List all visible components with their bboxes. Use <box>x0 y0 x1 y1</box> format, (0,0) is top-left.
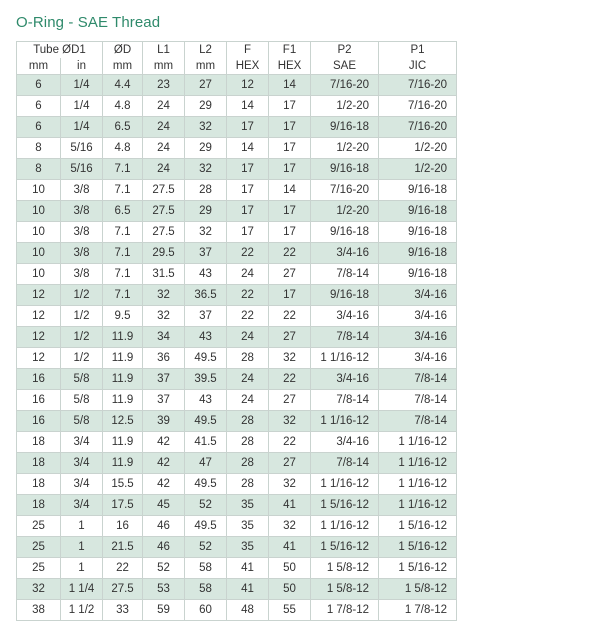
cell-od: 7.1 <box>103 159 143 180</box>
cell-f-hex: 28 <box>227 432 269 453</box>
cell-f-hex: 17 <box>227 117 269 138</box>
cell-od: 11.9 <box>103 390 143 411</box>
unit-f: HEX <box>227 58 269 75</box>
cell-tube-in: 3/8 <box>61 264 103 285</box>
cell-l1: 29.5 <box>143 243 185 264</box>
cell-p1-jic: 1 1/16-12 <box>379 495 457 516</box>
cell-tube-mm: 12 <box>17 306 61 327</box>
cell-p2-sae: 3/4-16 <box>311 306 379 327</box>
cell-p2-sae: 3/4-16 <box>311 432 379 453</box>
header-od: ØD <box>103 42 143 59</box>
cell-p2-sae: 7/8-14 <box>311 453 379 474</box>
cell-f1-hex: 50 <box>269 579 311 600</box>
cell-f-hex: 35 <box>227 495 269 516</box>
cell-p1-jic: 3/4-16 <box>379 348 457 369</box>
cell-p1-jic: 7/16-20 <box>379 96 457 117</box>
cell-od: 11.9 <box>103 369 143 390</box>
cell-l1: 27.5 <box>143 201 185 222</box>
cell-l2: 49.5 <box>185 348 227 369</box>
table-row <box>17 327 457 348</box>
header-f: F <box>227 42 269 59</box>
cell-p1-jic: 1/2-20 <box>379 138 457 159</box>
cell-l2: 52 <box>185 537 227 558</box>
cell-od: 7.1 <box>103 180 143 201</box>
cell-tube-mm: 16 <box>17 390 61 411</box>
cell-tube-in: 1/2 <box>61 306 103 327</box>
cell-p2-sae: 1/2-20 <box>311 201 379 222</box>
cell-od: 7.1 <box>103 285 143 306</box>
cell-tube-mm: 12 <box>17 327 61 348</box>
cell-l1: 32 <box>143 285 185 306</box>
cell-od: 17.5 <box>103 495 143 516</box>
cell-f1-hex: 41 <box>269 495 311 516</box>
table-row <box>17 411 457 432</box>
cell-f-hex: 12 <box>227 75 269 96</box>
cell-p2-sae: 1 5/8-12 <box>311 558 379 579</box>
cell-tube-in: 3/8 <box>61 201 103 222</box>
cell-p2-sae: 7/8-14 <box>311 327 379 348</box>
cell-p2-sae: 7/8-14 <box>311 390 379 411</box>
cell-f-hex: 17 <box>227 180 269 201</box>
cell-p1-jic: 1 5/16-12 <box>379 558 457 579</box>
cell-f-hex: 17 <box>227 201 269 222</box>
cell-tube-mm: 8 <box>17 138 61 159</box>
table-row <box>17 222 457 243</box>
cell-l2: 49.5 <box>185 516 227 537</box>
cell-l1: 42 <box>143 474 185 495</box>
unit-mm: mm <box>17 58 61 75</box>
cell-od: 11.9 <box>103 453 143 474</box>
cell-l1: 24 <box>143 138 185 159</box>
cell-p1-jic: 1 5/8-12 <box>379 579 457 600</box>
cell-tube-mm: 10 <box>17 243 61 264</box>
cell-f1-hex: 17 <box>269 201 311 222</box>
cell-tube-in: 3/4 <box>61 495 103 516</box>
cell-p1-jic: 1 5/16-12 <box>379 516 457 537</box>
cell-p1-jic: 1 7/8-12 <box>379 600 457 621</box>
table-row <box>17 117 457 138</box>
cell-tube-mm: 10 <box>17 201 61 222</box>
cell-f-hex: 22 <box>227 306 269 327</box>
cell-p1-jic: 1 1/16-12 <box>379 432 457 453</box>
cell-tube-in: 3/8 <box>61 243 103 264</box>
cell-tube-mm: 32 <box>17 579 61 600</box>
cell-tube-in: 5/8 <box>61 369 103 390</box>
cell-tube-in: 1/4 <box>61 96 103 117</box>
cell-l2: 39.5 <box>185 369 227 390</box>
table-row <box>17 474 457 495</box>
cell-f-hex: 24 <box>227 327 269 348</box>
header-row-units <box>17 58 457 75</box>
cell-od: 11.9 <box>103 432 143 453</box>
cell-tube-in: 1 <box>61 558 103 579</box>
cell-f1-hex: 50 <box>269 558 311 579</box>
cell-l1: 59 <box>143 600 185 621</box>
table-row <box>17 243 457 264</box>
cell-f1-hex: 17 <box>269 159 311 180</box>
table-row <box>17 558 457 579</box>
page-title: O-Ring - SAE Thread <box>16 14 161 31</box>
cell-tube-in: 5/8 <box>61 390 103 411</box>
cell-p2-sae: 7/16-20 <box>311 180 379 201</box>
cell-l2: 43 <box>185 390 227 411</box>
cell-f-hex: 41 <box>227 558 269 579</box>
cell-f-hex: 28 <box>227 411 269 432</box>
cell-p1-jic: 7/8-14 <box>379 369 457 390</box>
cell-f1-hex: 22 <box>269 369 311 390</box>
cell-tube-mm: 16 <box>17 411 61 432</box>
cell-f1-hex: 14 <box>269 75 311 96</box>
cell-l2: 32 <box>185 222 227 243</box>
cell-l2: 41.5 <box>185 432 227 453</box>
cell-l2: 47 <box>185 453 227 474</box>
cell-l2: 28 <box>185 180 227 201</box>
cell-l2: 32 <box>185 117 227 138</box>
cell-l2: 29 <box>185 138 227 159</box>
cell-p1-jic: 1 5/16-12 <box>379 537 457 558</box>
cell-tube-in: 3/8 <box>61 222 103 243</box>
cell-p1-jic: 7/16-20 <box>379 117 457 138</box>
cell-l1: 27.5 <box>143 222 185 243</box>
cell-tube-mm: 6 <box>17 75 61 96</box>
table-row <box>17 495 457 516</box>
unit-l1: mm <box>143 58 185 75</box>
cell-f-hex: 28 <box>227 474 269 495</box>
cell-p2-sae: 9/16-18 <box>311 117 379 138</box>
cell-f-hex: 28 <box>227 348 269 369</box>
cell-l1: 42 <box>143 432 185 453</box>
cell-od: 4.8 <box>103 96 143 117</box>
cell-p2-sae: 1 5/16-12 <box>311 537 379 558</box>
cell-f1-hex: 14 <box>269 180 311 201</box>
cell-tube-in: 1 <box>61 537 103 558</box>
cell-p2-sae: 1 1/16-12 <box>311 348 379 369</box>
cell-l2: 36.5 <box>185 285 227 306</box>
cell-tube-in: 1/4 <box>61 117 103 138</box>
cell-l1: 24 <box>143 96 185 117</box>
cell-tube-in: 3/4 <box>61 474 103 495</box>
cell-l1: 39 <box>143 411 185 432</box>
unit-od: mm <box>103 58 143 75</box>
cell-f-hex: 17 <box>227 222 269 243</box>
table-row <box>17 180 457 201</box>
cell-f1-hex: 22 <box>269 306 311 327</box>
table-row <box>17 390 457 411</box>
table-row <box>17 537 457 558</box>
cell-l1: 36 <box>143 348 185 369</box>
cell-tube-mm: 18 <box>17 453 61 474</box>
cell-p2-sae: 1 1/16-12 <box>311 516 379 537</box>
cell-l2: 58 <box>185 558 227 579</box>
cell-tube-mm: 6 <box>17 117 61 138</box>
cell-od: 9.5 <box>103 306 143 327</box>
table-row <box>17 96 457 117</box>
cell-p2-sae: 1 5/16-12 <box>311 495 379 516</box>
cell-p2-sae: 7/8-14 <box>311 264 379 285</box>
cell-l1: 52 <box>143 558 185 579</box>
cell-tube-mm: 12 <box>17 285 61 306</box>
cell-p1-jic: 9/16-18 <box>379 243 457 264</box>
cell-f-hex: 28 <box>227 453 269 474</box>
cell-l1: 32 <box>143 306 185 327</box>
cell-tube-mm: 8 <box>17 159 61 180</box>
cell-od: 15.5 <box>103 474 143 495</box>
cell-tube-in: 3/4 <box>61 432 103 453</box>
cell-tube-mm: 10 <box>17 264 61 285</box>
header-p2: P2 <box>311 42 379 59</box>
cell-l2: 43 <box>185 327 227 348</box>
cell-f-hex: 35 <box>227 516 269 537</box>
cell-f1-hex: 17 <box>269 222 311 243</box>
unit-p2: SAE <box>311 58 379 75</box>
cell-l1: 34 <box>143 327 185 348</box>
cell-p1-jic: 3/4-16 <box>379 306 457 327</box>
cell-l2: 32 <box>185 159 227 180</box>
cell-tube-in: 5/16 <box>61 138 103 159</box>
header-p1: P1 <box>379 42 457 59</box>
cell-p1-jic: 9/16-18 <box>379 222 457 243</box>
cell-p1-jic: 7/8-14 <box>379 411 457 432</box>
cell-tube-mm: 25 <box>17 558 61 579</box>
cell-f-hex: 48 <box>227 600 269 621</box>
cell-l2: 49.5 <box>185 411 227 432</box>
cell-p1-jic: 9/16-18 <box>379 264 457 285</box>
cell-p1-jic: 1 1/16-12 <box>379 453 457 474</box>
cell-l1: 24 <box>143 159 185 180</box>
cell-tube-in: 5/8 <box>61 411 103 432</box>
table-row <box>17 600 457 621</box>
cell-l1: 37 <box>143 369 185 390</box>
cell-f-hex: 24 <box>227 369 269 390</box>
table-row <box>17 264 457 285</box>
cell-l1: 46 <box>143 516 185 537</box>
cell-tube-mm: 25 <box>17 516 61 537</box>
cell-p2-sae: 7/16-20 <box>311 75 379 96</box>
cell-tube-mm: 10 <box>17 222 61 243</box>
cell-f-hex: 14 <box>227 96 269 117</box>
cell-tube-mm: 10 <box>17 180 61 201</box>
cell-l2: 37 <box>185 243 227 264</box>
cell-f-hex: 24 <box>227 390 269 411</box>
table-row <box>17 516 457 537</box>
table-row <box>17 432 457 453</box>
cell-od: 16 <box>103 516 143 537</box>
cell-p2-sae: 3/4-16 <box>311 243 379 264</box>
cell-od: 11.9 <box>103 348 143 369</box>
cell-l1: 45 <box>143 495 185 516</box>
cell-p1-jic: 3/4-16 <box>379 285 457 306</box>
cell-f1-hex: 32 <box>269 516 311 537</box>
cell-l1: 53 <box>143 579 185 600</box>
cell-l1: 31.5 <box>143 264 185 285</box>
header-f1: F1 <box>269 42 311 59</box>
cell-p2-sae: 9/16-18 <box>311 159 379 180</box>
table-row <box>17 348 457 369</box>
cell-p2-sae: 1/2-20 <box>311 138 379 159</box>
table-row <box>17 285 457 306</box>
cell-f-hex: 17 <box>227 159 269 180</box>
cell-l2: 49.5 <box>185 474 227 495</box>
cell-p1-jic: 7/16-20 <box>379 75 457 96</box>
cell-od: 4.4 <box>103 75 143 96</box>
cell-f1-hex: 32 <box>269 348 311 369</box>
cell-od: 21.5 <box>103 537 143 558</box>
cell-l1: 24 <box>143 117 185 138</box>
cell-p2-sae: 1 7/8-12 <box>311 600 379 621</box>
cell-f1-hex: 17 <box>269 96 311 117</box>
table-row <box>17 138 457 159</box>
table-row <box>17 159 457 180</box>
cell-f1-hex: 17 <box>269 117 311 138</box>
cell-od: 7.1 <box>103 264 143 285</box>
cell-tube-mm: 18 <box>17 474 61 495</box>
cell-p1-jic: 1 1/16-12 <box>379 474 457 495</box>
cell-f1-hex: 17 <box>269 285 311 306</box>
cell-f1-hex: 55 <box>269 600 311 621</box>
cell-tube-mm: 18 <box>17 432 61 453</box>
cell-p2-sae: 9/16-18 <box>311 222 379 243</box>
cell-p1-jic: 9/16-18 <box>379 201 457 222</box>
cell-od: 6.5 <box>103 117 143 138</box>
cell-f-hex: 22 <box>227 243 269 264</box>
header-l1: L1 <box>143 42 185 59</box>
cell-tube-in: 1 <box>61 516 103 537</box>
cell-l1: 42 <box>143 453 185 474</box>
cell-f1-hex: 22 <box>269 432 311 453</box>
cell-tube-in: 5/16 <box>61 159 103 180</box>
cell-tube-mm: 16 <box>17 369 61 390</box>
cell-l1: 23 <box>143 75 185 96</box>
cell-od: 12.5 <box>103 411 143 432</box>
cell-f1-hex: 27 <box>269 264 311 285</box>
header-row-top <box>17 42 457 59</box>
cell-l2: 52 <box>185 495 227 516</box>
cell-tube-mm: 6 <box>17 96 61 117</box>
cell-p1-jic: 1/2-20 <box>379 159 457 180</box>
cell-f1-hex: 41 <box>269 537 311 558</box>
cell-od: 4.8 <box>103 138 143 159</box>
cell-tube-in: 1/2 <box>61 348 103 369</box>
cell-f1-hex: 27 <box>269 390 311 411</box>
cell-l2: 27 <box>185 75 227 96</box>
cell-tube-mm: 38 <box>17 600 61 621</box>
cell-tube-in: 1 1/2 <box>61 600 103 621</box>
cell-l1: 27.5 <box>143 180 185 201</box>
cell-tube-mm: 18 <box>17 495 61 516</box>
cell-tube-in: 1/2 <box>61 327 103 348</box>
cell-p2-sae: 1 5/8-12 <box>311 579 379 600</box>
unit-l2: mm <box>185 58 227 75</box>
unit-p1: JIC <box>379 58 457 75</box>
cell-tube-in: 1/2 <box>61 285 103 306</box>
cell-l2: 29 <box>185 96 227 117</box>
header-l2: L2 <box>185 42 227 59</box>
cell-f-hex: 14 <box>227 138 269 159</box>
cell-od: 11.9 <box>103 327 143 348</box>
cell-od: 7.1 <box>103 243 143 264</box>
table-row <box>17 201 457 222</box>
cell-od: 22 <box>103 558 143 579</box>
o-ring-sae-thread-table <box>16 41 457 621</box>
cell-f1-hex: 32 <box>269 411 311 432</box>
cell-l1: 46 <box>143 537 185 558</box>
cell-l2: 58 <box>185 579 227 600</box>
header-tube-od1: Tube ØD1 <box>17 42 103 59</box>
table-body <box>17 75 457 621</box>
table-row <box>17 369 457 390</box>
cell-p2-sae: 1 1/16-12 <box>311 474 379 495</box>
cell-tube-in: 3/8 <box>61 180 103 201</box>
cell-l2: 60 <box>185 600 227 621</box>
cell-p2-sae: 9/16-18 <box>311 285 379 306</box>
unit-f1: HEX <box>269 58 311 75</box>
cell-f-hex: 41 <box>227 579 269 600</box>
cell-f1-hex: 27 <box>269 327 311 348</box>
cell-tube-mm: 12 <box>17 348 61 369</box>
cell-od: 7.1 <box>103 222 143 243</box>
cell-p2-sae: 1/2-20 <box>311 96 379 117</box>
cell-tube-in: 1 1/4 <box>61 579 103 600</box>
cell-f-hex: 22 <box>227 285 269 306</box>
cell-f1-hex: 32 <box>269 474 311 495</box>
cell-od: 33 <box>103 600 143 621</box>
cell-p1-jic: 3/4-16 <box>379 327 457 348</box>
cell-f-hex: 35 <box>227 537 269 558</box>
cell-f1-hex: 27 <box>269 453 311 474</box>
cell-l2: 43 <box>185 264 227 285</box>
cell-l1: 37 <box>143 390 185 411</box>
cell-p1-jic: 9/16-18 <box>379 180 457 201</box>
cell-od: 6.5 <box>103 201 143 222</box>
cell-f1-hex: 22 <box>269 243 311 264</box>
table-row <box>17 306 457 327</box>
cell-f-hex: 24 <box>227 264 269 285</box>
cell-p2-sae: 1 1/16-12 <box>311 411 379 432</box>
unit-in: in <box>61 58 103 75</box>
cell-tube-in: 3/4 <box>61 453 103 474</box>
cell-p2-sae: 3/4-16 <box>311 369 379 390</box>
cell-f1-hex: 17 <box>269 138 311 159</box>
cell-tube-in: 1/4 <box>61 75 103 96</box>
table-row <box>17 75 457 96</box>
cell-od: 27.5 <box>103 579 143 600</box>
cell-p1-jic: 7/8-14 <box>379 390 457 411</box>
cell-l2: 37 <box>185 306 227 327</box>
cell-tube-mm: 25 <box>17 537 61 558</box>
table-row <box>17 453 457 474</box>
table-row <box>17 579 457 600</box>
cell-l2: 29 <box>185 201 227 222</box>
